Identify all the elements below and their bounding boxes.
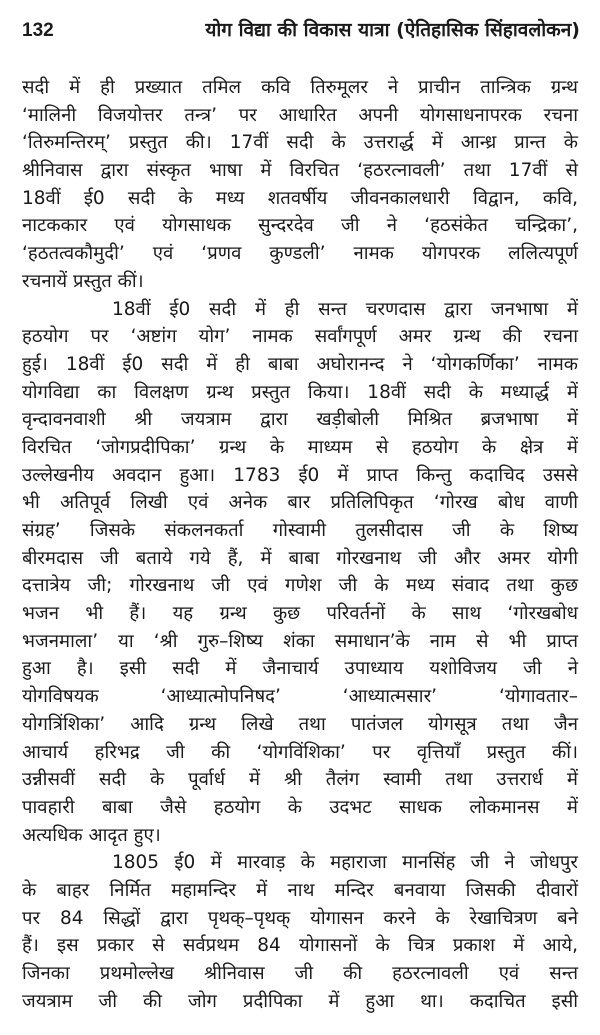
text-line: भजन भी हैं। यह ग्रन्थ कुछ परिवर्तनों के साथ ‘गोरखबोध xyxy=(22,603,578,625)
text-line: के बाहर निर्मित महामन्दिर में नाथ मन्दिर बनवाया जिसकी दीवारों xyxy=(22,879,578,901)
text-line: ‘मालिनी विजयोत्तर तन्त्र’ पर आधारित अपनी योगसाधनापरक रचना xyxy=(22,104,578,126)
text-line: 18वीं ई0 सदी में ही सन्त चरणदास द्वारा जनभाषा में xyxy=(112,298,578,320)
page-number: 132 xyxy=(22,20,54,41)
text-line: हैं। इस प्रकार से सर्वप्रथम 84 योगासनों के चित्र प्रकाश में आये, xyxy=(22,935,578,957)
text-line: जयत्राम जी की जोग प्रदीपिका में हुआ था। कदाचित इसी xyxy=(22,990,578,1012)
text-line: श्रीनिवास द्वारा संस्कृत भाषा में विरचित ‘हठरत्नावली’ तथा 17वीं से xyxy=(22,160,578,182)
text-line: संग्रह’ जिसके संकलनकर्ता गोस्वामी तुलसीदास जी के शिष्य xyxy=(22,520,578,541)
text-line: आचार्य हरिभद्र जी की ‘योगविंशिका’ पर वृत्तियाँ प्रस्तुत कीं। xyxy=(22,741,578,763)
text-line: योगविषयक ‘आध्यात्मोपनिषद’ ‘आध्यात्मसार’ ‘योगावतार– xyxy=(22,686,578,708)
text-line: भजनमाला’ या ‘श्री गुरु–शिष्य शंका समाधान’के नाम से भी प्राप्त xyxy=(22,630,578,652)
body-text xyxy=(22,74,578,1015)
text-line: बीरमदास जी बताये गये हैं, में बाबा गोरखनाथ जी और अमर योगी xyxy=(22,547,578,569)
text-line: अत्यधिक आदृत हुए। xyxy=(22,824,161,846)
text-line: हुई। 18वीं ई0 सदी में ही बाबा अघोरानन्द ने ‘योगकर्णिका’ नामक xyxy=(22,353,578,375)
text-line: ‘तिरुमन्तिरम्’ प्रस्तुत की। 17वीं सदी के उत्तरार्द्ध में आन्ध्र प्रान्त के xyxy=(22,132,578,154)
text-line: 1805 ई0 में मारवाड़ के महाराजा मानसिंह जी ने जोधपुर xyxy=(112,852,578,874)
text-line: पावहारी बाबा जैसे हठयोग के उदभट साधक लोकमानस में xyxy=(22,796,578,818)
text-line: दत्तात्रेय जी; गोरखनाथ जी एवं गणेश जी के मध्य संवाद तथा कुछ xyxy=(22,575,578,597)
text-line: योगत्रिंशिका’ आदि ग्रन्थ लिखे तथा पातंजल योगसूत्र तथा जैन xyxy=(22,713,578,735)
text-line: योगविद्या का विलक्षण ग्रन्थ प्रस्तुत किया। 18वीं सदी के मध्यार्द्ध में xyxy=(22,381,578,403)
text-line: जिनका प्रथमोल्लेख श्रीनिवास जी की हठरत्नावली एवं सन्त xyxy=(22,963,578,984)
text-line: उल्लेखनीय अवदान हुआ। 1783 ई0 में प्राप्त किन्तु कदाचिद उससे xyxy=(22,464,578,486)
text-line: वृन्दावनवाशी श्री जयत्राम द्वारा खड़ीबोली मिश्रित ब्रजभाषा में xyxy=(22,409,578,431)
text-line: भी अतिपूर्व लिखी एवं अनेक बार प्रतिलिपिकृत ‘गोरख बोध वाणी xyxy=(22,492,578,514)
text-line: नाटककार एवं योगसाधक सुन्दरदेव जी ने ‘हठसंकेत चन्द्रिका’, xyxy=(22,215,578,237)
text-line: 18वीं ई0 सदी के मध्य शतवर्षीय जीवनकालधारी विद्वान, कवि, xyxy=(22,187,578,209)
text-line: हठयोग पर ‘अष्टांग योग’ नामक सर्वांगपूर्ण अमर ग्रन्थ की रचना xyxy=(22,326,578,348)
text-line: ‘हठतत्वकौमुदी’ एवं ‘प्रणव कुण्डली’ नामक योगपरक ललित्यपूर्ण xyxy=(22,243,578,265)
text-line: उन्नीसवीं सदी के पूर्वार्ध में श्री तैलंग स्वामी तथा उत्तरार्ध में xyxy=(22,769,578,791)
running-header xyxy=(22,16,580,50)
text-line: रचनायें प्रस्तुत कीं। xyxy=(22,270,144,292)
running-title: योग विद्या की विकास यात्रा (ऐतिहासिक सिंहावलोकन) xyxy=(205,19,580,41)
text-line: विरचित ‘जोगप्रदीपिका’ ग्रन्थ के माध्यम से हठयोग के क्षेत्र में xyxy=(22,436,578,458)
text-line: हुआ है। इसी सदी में जैनाचार्य उपाध्याय यशोविजय जी ने xyxy=(22,658,578,680)
text-line: पर 84 सिद्धों द्वारा पृथक्–पृथक् योगासन करने के रेखाचित्रण बने xyxy=(22,907,578,929)
text-line: सदी में ही प्रख्यात तमिल कवि तिरुमूलर ने प्राचीन तान्त्रिक ग्रन्थ xyxy=(22,77,578,98)
